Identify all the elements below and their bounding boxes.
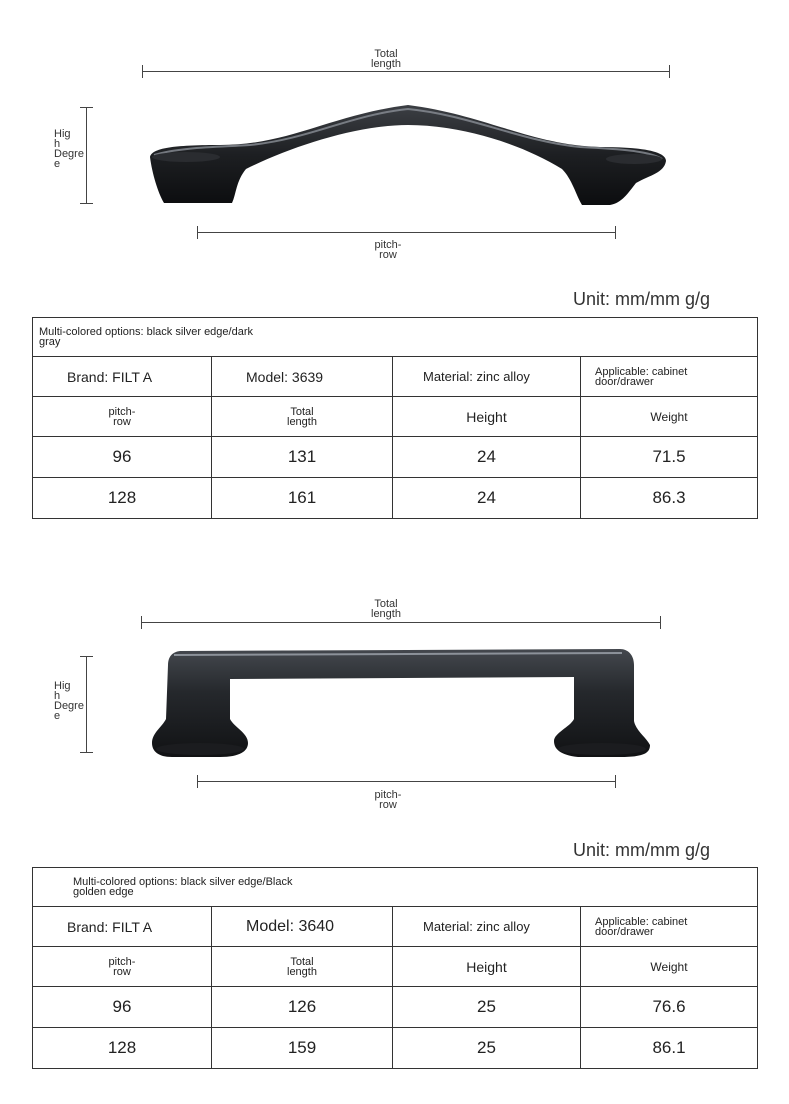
cell-height: 25 bbox=[393, 987, 581, 1028]
pitch-row-dimension-line bbox=[197, 781, 616, 782]
spec-table-3640 bbox=[32, 867, 758, 1069]
cell-pitch-row: 128 bbox=[33, 478, 212, 519]
cell-weight: 86.1 bbox=[581, 1028, 758, 1069]
height-label: Hig h Degre e bbox=[54, 128, 84, 170]
cell-height: 25 bbox=[393, 1028, 581, 1069]
model-cell: Model: 3640 bbox=[212, 907, 393, 947]
color-options: Multi-colored options: black silver edge/dark gray bbox=[33, 318, 758, 357]
header-pitch-row: pitch- row bbox=[33, 947, 212, 987]
table-row bbox=[33, 987, 758, 1028]
cell-total-length: 131 bbox=[212, 437, 393, 478]
total-length-dimension-line bbox=[142, 71, 670, 72]
color-options: Multi-colored options: black silver edge/Black golden edge bbox=[33, 868, 758, 907]
cell-pitch-row: 96 bbox=[33, 987, 212, 1028]
applicable-cell: Applicable: cabinet door/drawer bbox=[581, 357, 758, 397]
table-row bbox=[33, 478, 758, 519]
unit-label: Unit: mm/mm g/g bbox=[573, 840, 711, 860]
pitch-row-label: pitch- row bbox=[374, 789, 402, 811]
table-row bbox=[33, 437, 758, 478]
cell-height: 24 bbox=[393, 437, 581, 478]
header-height: Height bbox=[393, 397, 581, 437]
cell-pitch-row: 128 bbox=[33, 1028, 212, 1069]
material-cell: Material: zinc alloy bbox=[393, 357, 581, 397]
header-total-length: Total length bbox=[212, 947, 393, 987]
cell-total-length: 159 bbox=[212, 1028, 393, 1069]
total-length-label: Total length bbox=[371, 598, 401, 620]
spec-table-3639 bbox=[32, 317, 758, 519]
applicable-cell: Applicable: cabinet door/drawer bbox=[581, 907, 758, 947]
straight-handle-image bbox=[150, 647, 655, 762]
arched-handle-image bbox=[140, 95, 675, 213]
material-cell: Material: zinc alloy bbox=[393, 907, 581, 947]
brand-cell: Brand: FILT A bbox=[33, 907, 212, 947]
height-dimension-line bbox=[86, 107, 87, 204]
cell-weight: 86.3 bbox=[581, 478, 758, 519]
cell-total-length: 161 bbox=[212, 478, 393, 519]
cell-weight: 71.5 bbox=[581, 437, 758, 478]
pitch-row-label: pitch- row bbox=[374, 239, 402, 261]
cell-height: 24 bbox=[393, 478, 581, 519]
header-total-length: Total length bbox=[212, 397, 393, 437]
header-weight: Weight bbox=[581, 397, 758, 437]
header-pitch-row: pitch- row bbox=[33, 397, 212, 437]
cell-total-length: 126 bbox=[212, 987, 393, 1028]
unit-label: Unit: mm/mm g/g bbox=[573, 289, 711, 309]
table-row bbox=[33, 1028, 758, 1069]
pitch-row-dimension-line bbox=[197, 232, 616, 233]
model-cell: Model: 3639 bbox=[212, 357, 393, 397]
height-dimension-line bbox=[86, 656, 87, 753]
total-length-label: Total length bbox=[371, 48, 401, 70]
product-section-3640 bbox=[0, 552, 789, 1104]
header-height: Height bbox=[393, 947, 581, 987]
brand-cell: Brand: FILT A bbox=[33, 357, 212, 397]
total-length-dimension-line bbox=[141, 622, 661, 623]
cell-pitch-row: 96 bbox=[33, 437, 212, 478]
height-label: Hig h Degre e bbox=[54, 680, 84, 722]
cell-weight: 76.6 bbox=[581, 987, 758, 1028]
header-weight: Weight bbox=[581, 947, 758, 987]
